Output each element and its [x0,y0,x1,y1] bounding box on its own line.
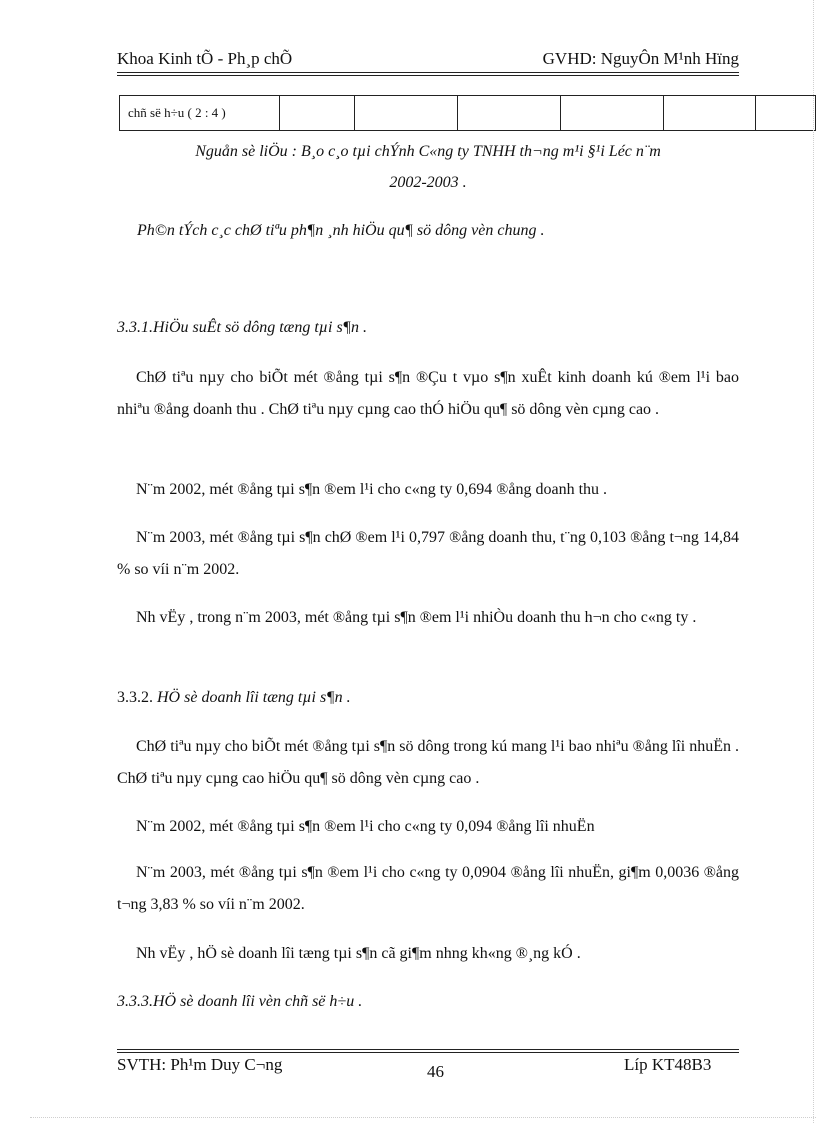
source-note-line1: Nguån sè liÖu : B¸o c¸o tµi chÝnh C«ng ty TNHH th¬ng m¹i §¹i Léc n¨m [195,143,661,160]
section-331-paragraph-4: Nh vËy , trong n¨m 2003, mét ®ång tµi s¶n ®em l¹i nhiÒu doanh thu h¬n cho c«ng ty . [136,609,697,626]
table-cell [756,96,816,131]
table-row [120,96,816,131]
section-332-title: HÖ sè doanh lîi tæng tµi s¶n . [157,689,351,706]
footer-rule-thin [117,1049,739,1050]
header-supervisor: GVHD: NguyÔn M¹nh Hïng [542,49,739,68]
page-number: 46 [427,1062,444,1081]
table-cell [560,96,663,131]
section-332-paragraph-1: ChØ tiªu nµy cho biÕt mét ®ång tµi s¶n sö dông trong kú mang l¹i bao nhiªu ®ång lîi nhuËn . ChØ tiªu nµy cµng cao hiÖu qu¶ sö dông vèn cµng cao . [117,738,739,787]
section-333-heading: 3.3.3.HÖ sè doanh lîi vèn chñ së h÷u . [117,993,363,1010]
footer-class: Líp KT48B3 [624,1055,712,1074]
table-cell [280,96,355,131]
table-row-label: chñ së h÷u ( 2 : 4 ) [120,96,280,131]
header-rule [117,72,739,73]
section-332-paragraph-3: N¨m 2003, mét ®ång tµi s¶n ®em l¹i cho c«ng ty 0,0904 ®ång lîi nhuËn, gi¶m 0,0036 ®ång t¬ng 3,83 % so víi n¨m 2002. [117,864,739,913]
page-header [117,49,739,73]
section-331-paragraph-1: ChØ tiªu nµy cho biÕt mét ®ång tµi s¶n ®Çu t vµo s¶n xuÊt kinh doanh kú ®em l¹i bao nhiªu ®ång doanh thu . ChØ tiªu nµy cµng cao thÓ hiÖu qu¶ sö dông vèn cµng cao . [117,369,739,418]
section-332-number: 3.3.2. [117,689,153,706]
table-cell [458,96,561,131]
section-332-heading [117,689,351,707]
section-332-paragraph-4: Nh vËy , hÖ sè doanh lîi tæng tµi s¶n cã gi¶m nhng kh«ng ®¸ng kÓ . [136,945,581,962]
page-edge-dotted-bottom [30,1117,816,1118]
section-331-paragraph-2: N¨m 2002, mét ®ång tµi s¶n ®em l¹i cho c«ng ty 0,694 ®ång doanh thu . [136,481,608,498]
table-cell [355,96,458,131]
header-rule-thin [117,75,739,76]
page-edge-dotted-right [813,0,814,1123]
table-remnant [119,95,816,131]
footer-rule [117,1052,739,1053]
source-note-line2: 2002-2003 . [389,174,467,191]
header-faculty: Khoa Kinh tÕ - Ph¸p chÕ [117,49,293,68]
table-cell [663,96,755,131]
section-332-paragraph-2: N¨m 2002, mét ®ång tµi s¶n ®em l¹i cho c«ng ty 0,094 ®ång lîi nhuËn [136,818,595,835]
section-331-paragraph-3: N¨m 2003, mét ®ång tµi s¶n chØ ®em l¹i 0,797 ®ång doanh thu, t¨ng 0,103 ®ång t¬ng 14,84 % so víi n¨m 2002. [117,529,739,578]
section-331-heading: 3.3.1.HiÖu suÊt sö dông tæng tµi s¶n . [117,319,368,336]
analysis-intro: Ph©n tÝch c¸c chØ tiªu ph¶n ¸nh hiÖu qu¶ sö dông vèn chung . [137,222,545,239]
footer-student: SVTH: Ph¹m Duy C¬ng [117,1055,283,1074]
